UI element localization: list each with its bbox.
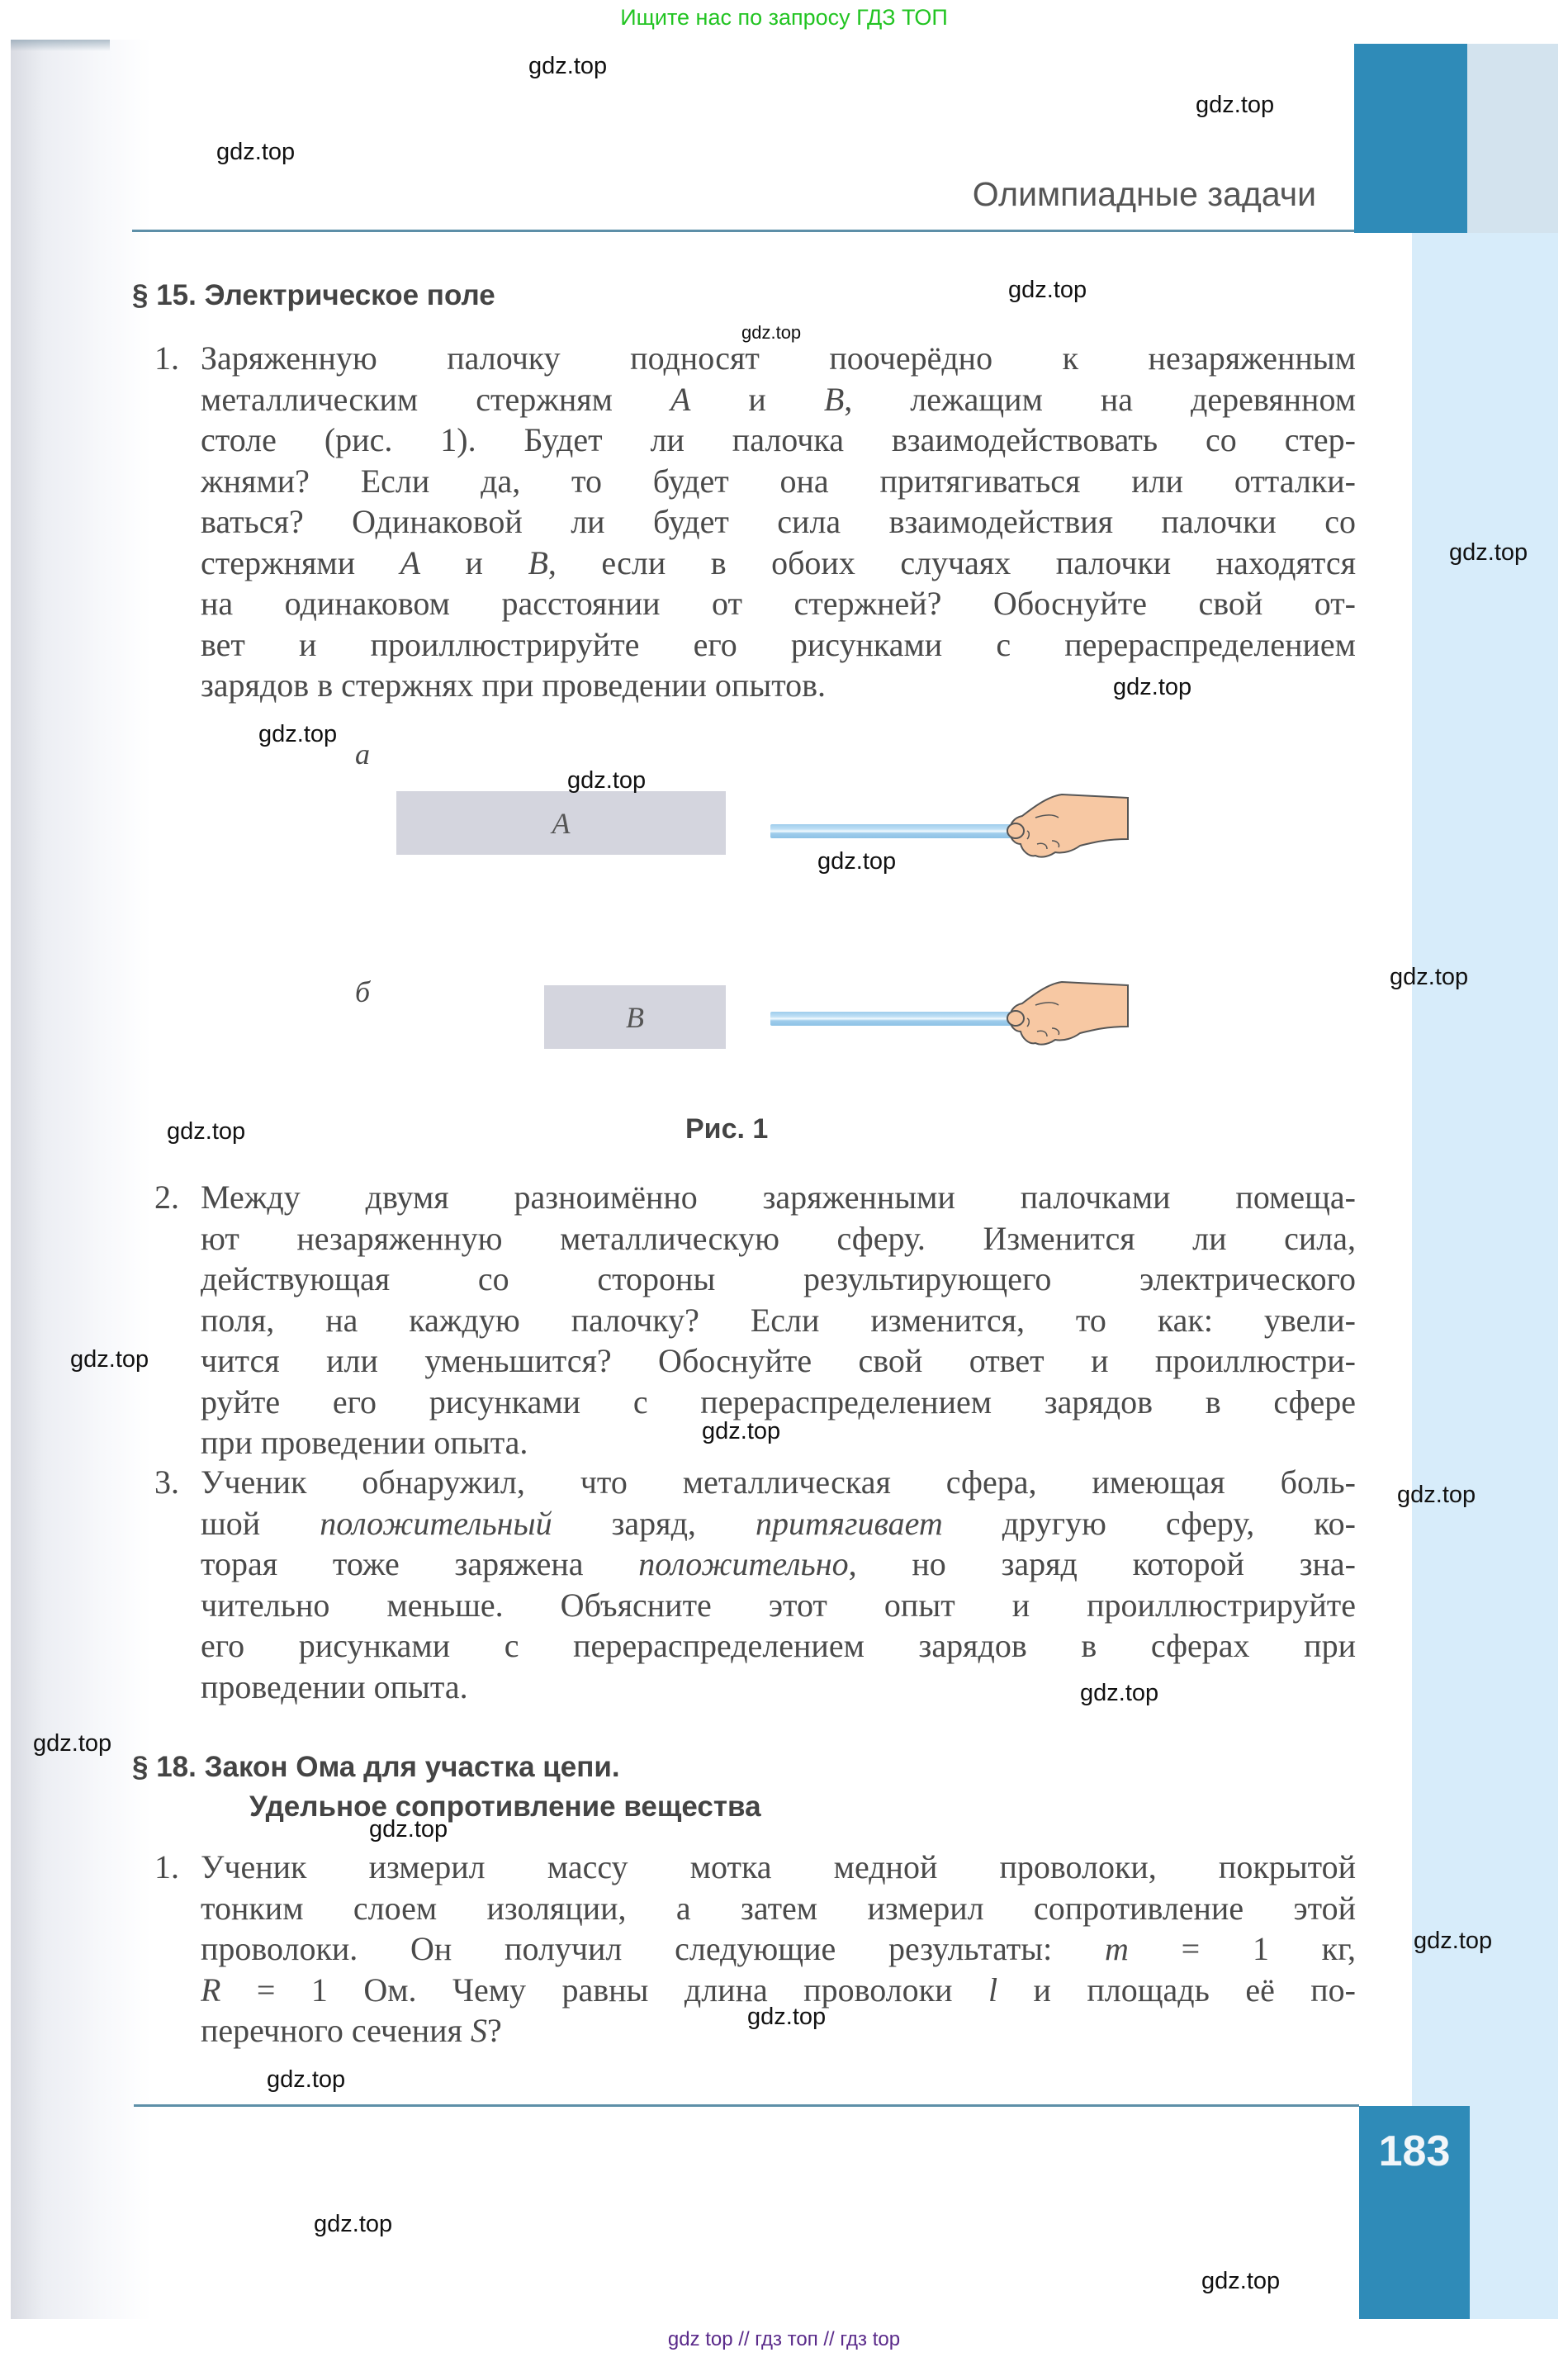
text-segment: = 1 кг, [1128,1933,1356,1967]
text-segment: Ученик обнаружил, что металлическая сфера, имеющая боль- [201,1466,1356,1501]
watermark-text: gdz.top [33,1730,112,1757]
problem-text-line [201,424,1356,463]
text-segment: чительно меньше. Объясните этот опыт и проиллюстрируйте [201,1588,1356,1624]
text-segment: столе (рис. 1). Будет ли палочка взаимодействовать со стер- [201,424,1356,458]
watermark-text: gdz.top [1449,539,1528,566]
text-segment: жнями? Если да, то будет она притягиваться или отталки- [201,464,1356,500]
figure-caption: Рис. 1 [685,1113,769,1145]
section-heading-18-line2: Удельное сопротивление вещества [249,1790,761,1823]
text-segment: на одинаковом расстоянии от стержней? Обоснуйте свой от- [201,587,1356,622]
charged-stick-a [770,824,1018,838]
italic-term: положительно [638,1548,849,1582]
text-segment: перечного сечения [201,2014,471,2049]
watermark-text: gdz.top [702,1418,781,1444]
watermark-text: gdz.top [1080,1680,1159,1706]
watermark-text: gdz.top [314,2211,393,2237]
problem-text-line [201,1933,1356,1972]
footer-rule [134,2104,1359,2107]
watermark-text: gdz.top [567,767,647,794]
text-segment: и [690,382,824,418]
problem-text-line [201,1507,1356,1547]
top-search-banner: Ищите нас по запросу ГДЗ ТОП [620,5,948,30]
watermark-text: gdz.top [70,1346,149,1373]
text-segment: , если в обоих случаях палочки находятся [547,546,1356,581]
section-heading-15: § 15. Электрическое поле [132,279,495,311]
italic-term: S [470,2014,487,2049]
problem-text-line [201,383,1356,423]
page-margin-strip [1412,233,1558,2106]
italic-term: l [988,1973,998,2009]
text-segment: и площадь её по- [997,1973,1356,2009]
text-segment: , лежащим на деревянном [844,382,1356,418]
watermark-text: gdz.top [1390,964,1469,990]
problem-number: 1. [154,1848,179,1885]
text-segment: Ученик измерил массу мотка медной проволоки, покрытой [201,1851,1356,1885]
problem-text-line [201,1589,1356,1629]
header-color-tab [1354,44,1467,233]
watermark-text: gdz.top [1196,92,1275,118]
text-segment: стержнями [201,546,400,581]
text-segment: зарядов в стержнях при проведении опытов. [201,669,827,704]
watermark-text: gdz.top [258,721,338,747]
page-number: 183 [1378,2127,1451,2175]
problem-text-line [201,1548,1356,1587]
text-segment: Заряженную палочку подносят поочерёдно к незаряженным [201,342,1356,377]
section-heading-18-line1: § 18. Закон Ома для участка цепи. [132,1751,620,1783]
text-segment: его рисунками с перераспределением зарядов в сферах при [201,1629,1356,1664]
page-margin-strip [1467,44,1558,234]
italic-term: m [1105,1933,1129,1967]
figure-panel-label-a: а [355,738,370,771]
page-edge-shadow [11,40,110,51]
text-segment: шой [201,1506,320,1542]
problem-text-line [201,1181,1356,1221]
problem-number: 3. [154,1463,179,1501]
text-segment: торая тоже заряжена [201,1548,639,1582]
metal-rod-b [544,985,726,1049]
problem-text-line [201,587,1356,627]
problem-text-line [201,1304,1356,1344]
watermark-text: gdz.top [1414,1928,1493,1954]
watermark-text: gdz.top [267,2066,346,2093]
italic-term: A [670,382,691,418]
watermark-text: gdz.top [747,2004,827,2030]
text-segment: заряд, [552,1506,756,1542]
italic-term: A [400,546,421,581]
problem-text-line [201,1629,1356,1669]
watermark-text: gdz.top [167,1118,246,1145]
problem-text-line [201,1851,1356,1890]
charged-stick-b [770,1012,1018,1026]
text-segment: поля, на каждую палочку? Если изменится, то как: увели- [201,1303,1356,1339]
text-segment: ваться? Одинаковой ли будет сила взаимодействия палочки со [201,505,1356,540]
hand-icon [1004,793,1130,859]
problem-text-line [201,547,1356,586]
problem-text-line [201,342,1356,382]
header-rule [132,230,1354,232]
italic-term: R [201,1973,221,2009]
problem-text-line [201,1345,1356,1384]
problem-number: 2. [154,1179,179,1216]
problem-text-line [201,1466,1356,1506]
rod-b-label: B [626,1000,644,1034]
watermark-text: gdz.top [741,322,802,343]
text-segment: проволоки. Он получил следующие результаты: [201,1933,1106,1967]
watermark-text: gdz.top [1113,674,1192,700]
figure-panel-label-b: б [355,975,371,1008]
text-segment: ют незаряженную металлическую сферу. Изменится ли сила, [201,1221,1356,1257]
watermark-text: gdz.top [1397,1482,1476,1508]
bottom-watermark-banner: gdz top // гдз топ // гдз top [0,2319,1568,2362]
italic-term: притягивает [755,1506,943,1542]
watermark-text: gdz.top [1008,277,1087,303]
text-segment: и [420,546,528,581]
problem-text-line [201,1892,1356,1932]
problem-text-line [201,628,1356,668]
italic-term: B [823,382,845,418]
problem-text-line [201,1671,1356,1710]
text-segment: вет и проиллюстрируйте его рисунками с перераспределением [201,628,1356,663]
problem-number: 1. [154,339,179,377]
text-segment: руйте его рисунками с перераспределением зарядов в сфере [201,1385,1356,1421]
text-segment: другую сферу, ко- [942,1506,1356,1542]
italic-term: положительный [320,1506,552,1542]
text-segment: металлическим стержням [201,382,670,418]
page-margin-strip [1470,2106,1558,2323]
text-segment: ? [486,2014,502,2049]
watermark-text: gdz.top [369,1816,448,1843]
text-segment: , но заряд которой зна- [848,1548,1356,1582]
italic-term: B [528,546,548,581]
problem-text-line [201,465,1356,505]
metal-rod-a [396,791,726,855]
hand-icon [1004,980,1130,1046]
text-segment: действующая со стороны результирующего электрического [201,1263,1356,1297]
text-segment: = 1 Ом. Чему равны длина проволоки [220,1973,988,2009]
rod-a-label: A [552,806,571,840]
watermark-text: gdz.top [528,53,608,79]
problem-text-line [201,1222,1356,1262]
running-head-title: Олимпиадные задачи [972,175,1316,213]
text-segment: Между двумя разноимённо заряженными палочками помеща- [201,1181,1356,1216]
text-segment: при проведении опыта. [201,1426,528,1461]
text-segment: тонким слоем изоляции, а затем измерил сопротивление этой [201,1891,1356,1927]
text-segment: проведении опыта. [201,1670,468,1705]
watermark-text: gdz.top [216,139,296,165]
watermark-text: gdz.top [817,848,897,875]
watermark-text: gdz.top [1201,2268,1281,2294]
problem-text-line [201,1263,1356,1302]
text-segment: чится или уменьшится? Обоснуйте свой ответ и проиллюстри- [201,1345,1356,1379]
problem-text-line [201,505,1356,545]
